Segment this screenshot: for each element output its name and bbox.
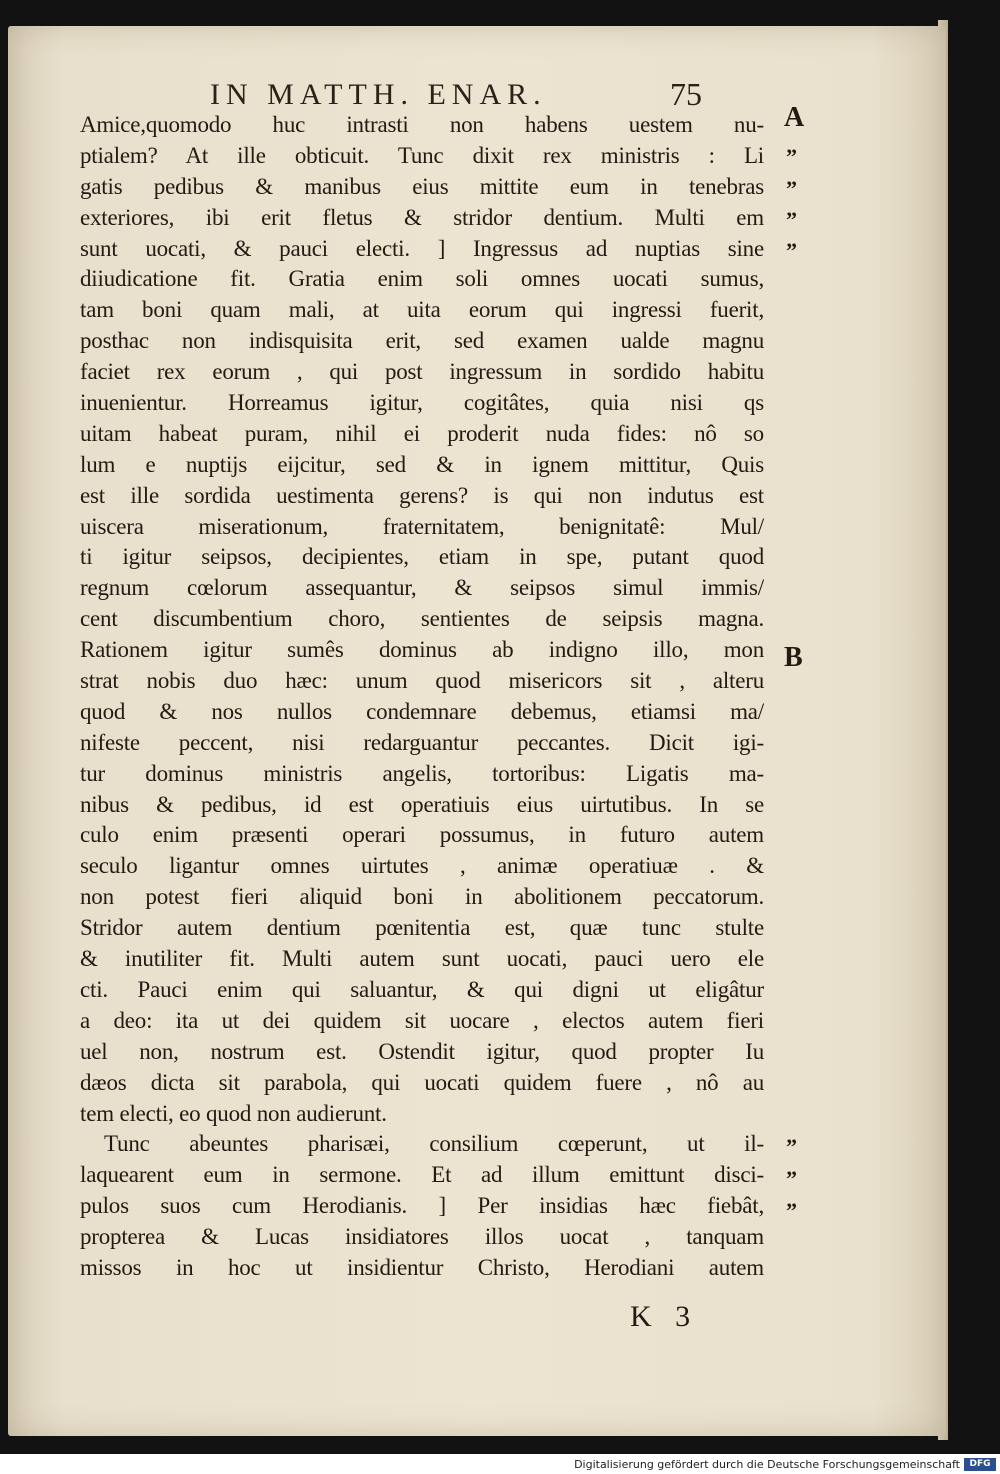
- text-line: est ille sordida uestimenta gerens? is qui non indutus est: [80, 482, 764, 508]
- text-line: quod & nos nullos condemnare debemus, etiamsi ma/: [80, 698, 764, 724]
- text-line: cti. Pauci enim qui saluantur, & qui digni ut eligâtur: [80, 976, 764, 1002]
- margin-letter-b: B: [784, 642, 803, 673]
- text-line: seculo ligantur omnes uirtutes , animæ operatiuæ . &: [80, 853, 764, 879]
- text-line: uiscera miserationum, fraternitatem, benignitatê: Mul/: [80, 513, 764, 539]
- text-line: tur dominus ministris angelis, tortoribus: Ligatis ma-: [80, 760, 764, 786]
- margin-quote-mark: ”: [786, 207, 797, 232]
- margin-quote-mark: ”: [786, 1134, 797, 1159]
- text-line: non potest fieri aliquid boni in abolitionem peccatorum.: [80, 884, 764, 910]
- text-line: Rationem igitur sumês dominus ab indigno illo, mon: [80, 637, 764, 663]
- text-line: exteriores, ibi erit fletus & stridor dentium. Multi em: [80, 204, 764, 230]
- text-line: diiudicatione fit. Gratia enim soli omnes uocati sumus,: [80, 266, 764, 292]
- page-number: 75: [670, 76, 702, 112]
- text-line: lum e nuptijs eijcitur, sed & in ignem mittitur, Quis: [80, 451, 764, 477]
- text-line: sunt uocati, & pauci electi. ] Ingressus ad nuptias sine: [80, 235, 764, 261]
- text-line: uel non, nostrum est. Ostendit igitur, quod propter Iu: [80, 1038, 764, 1064]
- text-line: posthac non indisquisita erit, sed examen ualde magnu: [80, 328, 764, 354]
- margin-letter-a: A: [784, 102, 805, 133]
- text-line: inuenientur. Horreamus igitur, cogitâtes, quia nisi qs: [80, 390, 764, 416]
- text-line: propterea & Lucas insidiatores illos uocat , tanquam: [80, 1224, 764, 1250]
- body-text: [80, 110, 764, 1284]
- margin-quote-mark: ”: [786, 176, 797, 201]
- text-line: nifeste peccent, nisi redarguantur peccantes. Dicit igi-: [80, 729, 764, 755]
- funding-credit-text: Digitalisierung gefördert durch die Deutsche Forschungsgemeinschaft: [574, 1458, 960, 1471]
- text-line: dæos dicta sit parabola, qui uocati quidem fuere , nô au: [80, 1069, 764, 1095]
- text-line: a deo: ita ut dei quidem sit uocare , electos autem fieri: [80, 1007, 764, 1033]
- text-line: ptialem? At ille obticuit. Tunc dixit rex ministris : Li: [80, 142, 764, 168]
- text-line: ti igitur seipsos, decipientes, etiam in spe, putant quod: [80, 544, 764, 570]
- margin-quote-mark: ”: [786, 144, 797, 169]
- margin-quote-mark: ”: [786, 1166, 797, 1191]
- text-line: missos in hoc ut insidientur Christo, Herodiani autem: [80, 1254, 764, 1280]
- margin-quote-mark: ”: [786, 238, 797, 263]
- text-line: nibus & pedibus, id est operatiuis eius uirtutibus. In se: [80, 791, 764, 817]
- footer-credit: [0, 1456, 1000, 1474]
- running-head: IN MATTH. ENAR.: [210, 78, 547, 111]
- text-line: pulos suos cum Herodianis. ] Per insidias hæc fiebât,: [80, 1193, 764, 1219]
- text-line: cent discumbentium choro, sentientes de seipsis magna.: [80, 606, 764, 632]
- signature-mark: K 3: [630, 1300, 699, 1333]
- text-line: & inutiliter fit. Multi autem sunt uocati, pauci uero ele: [80, 946, 764, 972]
- dfg-logo: DFG: [964, 1458, 996, 1471]
- text-line: tam boni quam mali, at uita eorum qui ingressi fuerit,: [80, 297, 764, 323]
- text-line: strat nobis duo hæc: unum quod misericors sit , alteru: [80, 668, 764, 694]
- text-line: laquearent eum in sermone. Et ad illum emittunt disci-: [80, 1162, 764, 1188]
- text-line: Stridor autem dentium pœnitentia est, quæ tunc stulte: [80, 915, 764, 941]
- text-line: Amice,quomodo huc intrasti non habens uestem nu-: [80, 112, 764, 137]
- text-line: tem electi, eo quod non audierunt.: [80, 1100, 387, 1126]
- text-line: culo enim præsenti operari possumus, in futuro autem: [80, 822, 764, 848]
- text-line: uitam habeat puram, nihil ei proderit nuda fides: nô so: [80, 420, 764, 446]
- margin-quote-mark: ”: [786, 1198, 797, 1223]
- text-line: faciet rex eorum , qui post ingressum in sordido habitu: [80, 359, 764, 385]
- text-line: Tunc abeuntes pharisæi, consilium cœperunt, ut il-: [104, 1131, 764, 1157]
- text-line: gatis pedibus & manibus eius mittite eum in tenebras: [80, 173, 764, 199]
- text-line: regnum cœlorum assequantur, & seipsos simul immis/: [80, 575, 764, 601]
